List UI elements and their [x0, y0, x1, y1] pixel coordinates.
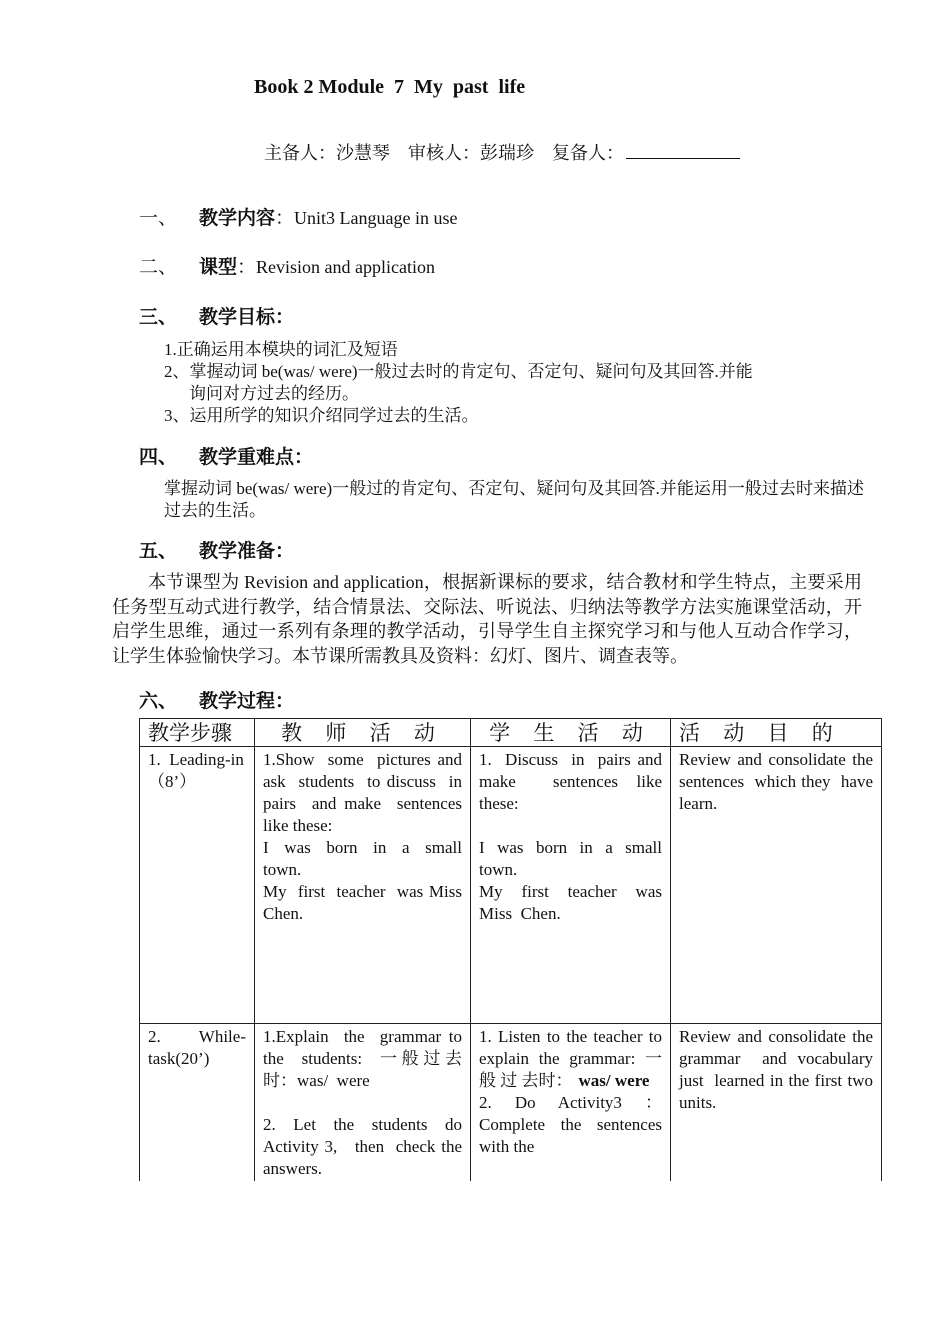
list-item: 询问对方过去的经历。: [189, 384, 359, 403]
table-header-row: [140, 719, 882, 747]
section-objectives: [139, 302, 294, 329]
section-number: 一、: [139, 208, 178, 229]
section-number: 三、: [139, 307, 178, 328]
process-table: [139, 718, 882, 1224]
purpose-cell: Review and consolidate the sentences which they have learn.: [671, 747, 882, 1024]
section-value: Unit3 Language in use: [294, 208, 458, 228]
purpose-cell: Review and consolidate the grammar and vocabulary just learned in the first two units.: [671, 1024, 882, 1224]
list-item: 1.正确运用本模块的词汇及短语: [164, 340, 398, 359]
key-points-text: 掌握动词 be(was/ were)一般过的肯定句、否定句、疑问句及其回答.并能运用一般过去时来描述过去的生活。: [164, 479, 864, 520]
table-row: [140, 747, 882, 1024]
section-label: 教学过程：: [199, 691, 295, 712]
section-label: 课型: [199, 257, 238, 278]
student-activity-cell: 1. Discuss in pairs and make sentences like these: I was born in a small town. My first teacher was Miss Chen.: [471, 747, 671, 1024]
section-label: 教学准备：: [199, 541, 295, 562]
section-number: 五、: [139, 541, 178, 562]
student-activity-text: 2. Do Activity3 ：Complete the sentences with the: [479, 1093, 662, 1156]
section-content: [139, 203, 458, 230]
section-label: 教学目标：: [199, 307, 295, 328]
section-separator: ：: [275, 208, 295, 229]
step-cell: 1. Leading-in （8’）: [140, 747, 255, 1024]
student-activity-text: 1. Listen to the teacher to explain the grammar: 一 般 过 去时：: [479, 1027, 662, 1090]
section-number: 六、: [139, 691, 178, 712]
section-lesson-type: [139, 252, 435, 279]
section-number: 二、: [139, 257, 178, 278]
section-label: 教学重难点：: [199, 447, 314, 468]
document-title: Book 2 Module 7 My past life: [254, 76, 526, 98]
header-purpose: 活 动 目 的: [671, 719, 882, 747]
preparers-text: 主备人：沙慧琴 审核人：彭瑞珍 复备人：: [264, 143, 624, 163]
page-bottom-whitespace: [139, 1181, 882, 1344]
step-cell: 2. While-task(20’): [140, 1024, 255, 1224]
header-step: 教学步骤: [140, 719, 255, 747]
section-preparation: [139, 536, 294, 563]
list-item: 2、掌握动词 be(was/ were)一般过去时的肯定句、否定句、疑问句及其回答.并能: [164, 362, 753, 381]
section-separator: ：: [237, 257, 257, 278]
teacher-activity-cell: 1.Explain the grammar to the students: 一般过去时：was/ were 2. Let the students do Activity 3, then check the answers.: [255, 1024, 471, 1224]
preparers-line: [264, 139, 740, 165]
header-teacher-activity: 教 师 活 动: [255, 719, 471, 747]
header-student-activity: 学 生 活 动: [471, 719, 671, 747]
student-activity-bold-text: was/ were: [578, 1071, 650, 1090]
section-key-points: [139, 442, 313, 469]
section-label: 教学内容: [199, 208, 276, 229]
list-item: 3、运用所学的知识介绍同学过去的生活。: [164, 406, 479, 425]
preparation-paragraph: 本节课型为 Revision and application，根据新课标的要求，结合教材和学生特点，主要采用任务型互动式进行教学，结合情景法、交际法、听说法、归纳法等教学方法实施课堂活动，开启学生思维，通过一系列有条理的教学活动，引导学生自主探究学习和与他人互动合作学习，让学生体验愉快学习。本节课所需教具及资料：幻灯、图片、调查表等。: [112, 572, 862, 667]
objectives-list: [164, 339, 864, 427]
section-value: Revision and application: [256, 257, 435, 277]
teacher-activity-cell: 1.Show some pictures and ask students to discuss in pairs and make sentences like these: I was born in a small town. My first teacher was Miss Chen.: [255, 747, 471, 1024]
fill-in-blank: [626, 142, 740, 159]
section-number: 四、: [139, 447, 178, 468]
section-process: [139, 686, 294, 713]
